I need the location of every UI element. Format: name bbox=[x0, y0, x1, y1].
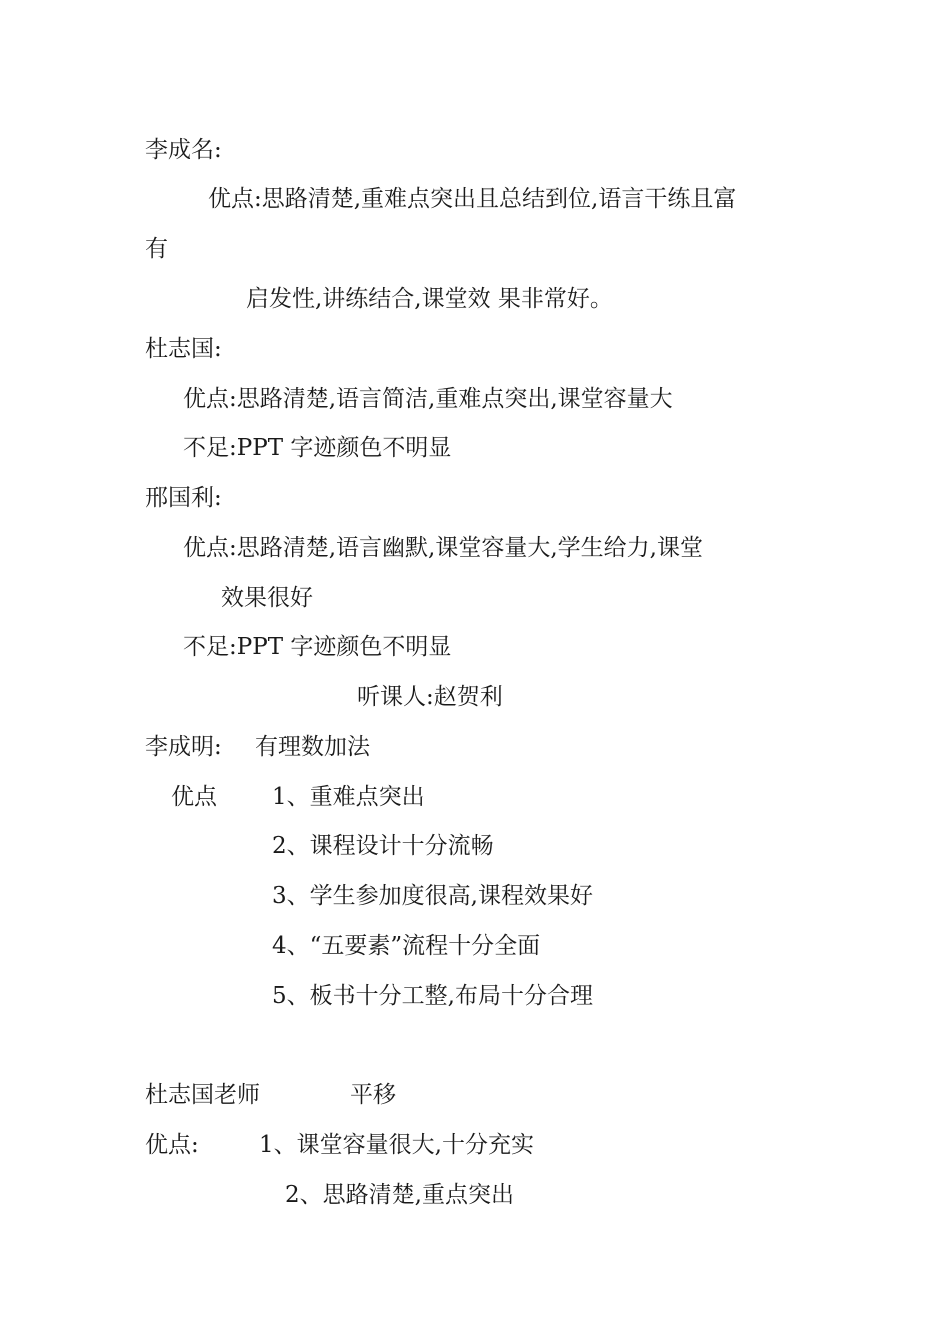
strength-text-wrap: 有 bbox=[145, 236, 168, 262]
list-item: 4、“五要素”流程十分全面 bbox=[272, 933, 541, 959]
list-item: 1、课堂容量很大,十分充实 bbox=[259, 1132, 534, 1158]
teacher-name: 李成明: bbox=[145, 734, 222, 760]
strength-text: 效果很好 bbox=[221, 585, 313, 611]
list-item: 2、思路清楚,重点突出 bbox=[285, 1182, 514, 1208]
lesson-topic: 平移 bbox=[350, 1082, 396, 1108]
list-item: 5、板书十分工整,布局十分合理 bbox=[272, 983, 593, 1009]
listener-signature: 听课人:赵贺利 bbox=[357, 684, 503, 710]
strengths-label: 优点: bbox=[145, 1132, 199, 1158]
list-item: 3、学生参加度很高,课程效果好 bbox=[272, 883, 593, 909]
strength-text: 优点:思路清楚,重难点突出且总结到位,语言干练且富 bbox=[208, 186, 737, 212]
teacher-name: 李成名: bbox=[145, 137, 222, 163]
lesson-topic: 有理数加法 bbox=[255, 734, 370, 760]
strength-text: 启发性,讲练结合,课堂效 果非常好。 bbox=[246, 286, 613, 312]
teacher-name: 杜志国: bbox=[145, 336, 222, 362]
strength-text: 优点:思路清楚,语言简洁,重难点突出,课堂容量大 bbox=[183, 386, 673, 412]
teacher-name: 杜志国老师 bbox=[145, 1082, 260, 1108]
strength-text: 优点:思路清楚,语言幽默,课堂容量大,学生给力,课堂 bbox=[183, 535, 703, 561]
weakness-text: 不足:PPT 字迹颜色不明显 bbox=[183, 435, 452, 461]
list-item: 2、课程设计十分流畅 bbox=[272, 833, 494, 859]
teacher-name: 邢国利: bbox=[145, 485, 222, 511]
strengths-label: 优点 bbox=[171, 784, 217, 810]
list-item: 1、重难点突出 bbox=[272, 784, 425, 810]
weakness-text: 不足:PPT 字迹颜色不明显 bbox=[183, 634, 452, 660]
